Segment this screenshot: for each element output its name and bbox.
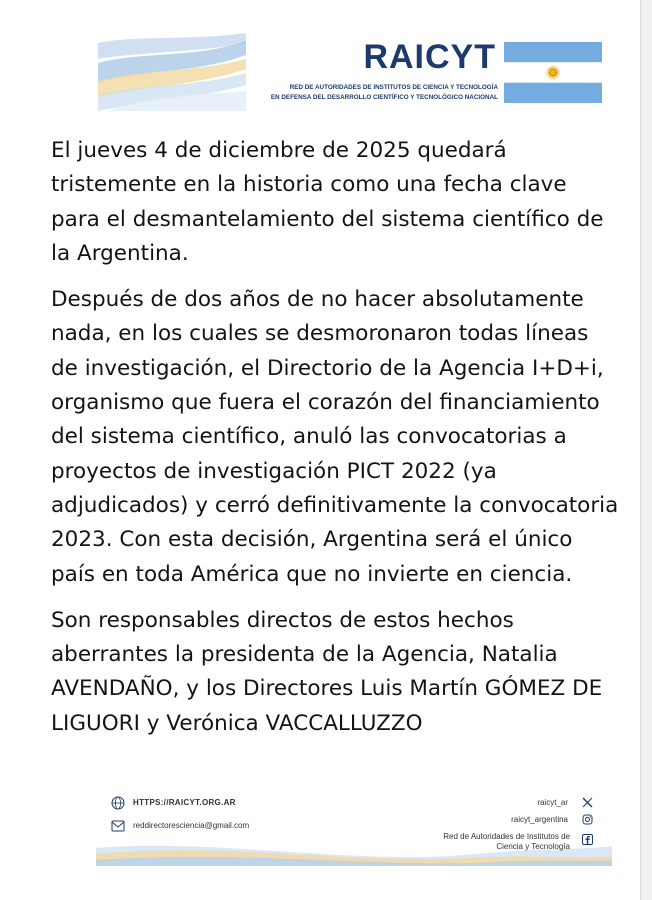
brand-name: RAICYT	[363, 38, 496, 76]
decorative-swoosh	[98, 33, 246, 111]
instagram-icon[interactable]	[582, 814, 593, 825]
brand-block	[258, 38, 502, 104]
email-icon	[111, 820, 125, 832]
facebook-icon[interactable]	[582, 834, 593, 845]
twitter-handle[interactable]: raicyt_ar	[537, 798, 568, 807]
globe-icon	[111, 796, 125, 810]
footer	[96, 788, 612, 866]
page-edge	[641, 0, 652, 900]
paragraph: Después de dos años de no hacer absolutamente nada, en los cuales se desmoronaron todas líneas de investigación, el Directorio de la Agencia I+D+i, organismo que fuera el corazón del financiamiento del sistema científico, anuló las convocatorias a proyectos de investigación PICT 2022 (ya adjudicados) y cerró definitivamente la convocatoria 2023. Con esta decisión, Argentina será el único país en toda América que no invierte en ciencia.	[51, 287, 619, 587]
statement-body	[51, 134, 621, 753]
brand-tagline: EN DEFENSA DEL DESARROLLO CIENTÍFICO Y TECNOLÓGICO NACIONAL	[270, 94, 498, 101]
x-twitter-icon[interactable]	[582, 797, 593, 808]
instagram-handle[interactable]: raicyt_argentina	[511, 815, 568, 824]
brand-subtitle: RED DE AUTORIDADES DE INSTITUTOS DE CIENCIA Y TECNOLOGÍA	[289, 84, 498, 91]
email-link[interactable]: reddirectoresciencia@gmail.com	[133, 821, 250, 830]
paragraph: El jueves 4 de diciembre de 2025 quedará tristemente en la historia como una fecha clave para el desmantelamiento del sistema científico de la Argentina.	[51, 138, 604, 266]
footer-org-name: Red de Autoridades de Institutos de	[443, 832, 570, 841]
website-link[interactable]: HTTPS://RAICYT.ORG.AR	[133, 798, 236, 807]
argentina-flag-icon	[504, 42, 602, 103]
footer-org-name-line2: Ciencia y Tecnología	[496, 842, 570, 851]
paragraph: Son responsables directos de estos hechos aberrantes la presidenta de la Agencia, Natalia AVENDAÑO, y los Directores Luis Martín GÓMEZ DE LIGUORI y Verónica VACCALLUZZO	[51, 607, 603, 736]
